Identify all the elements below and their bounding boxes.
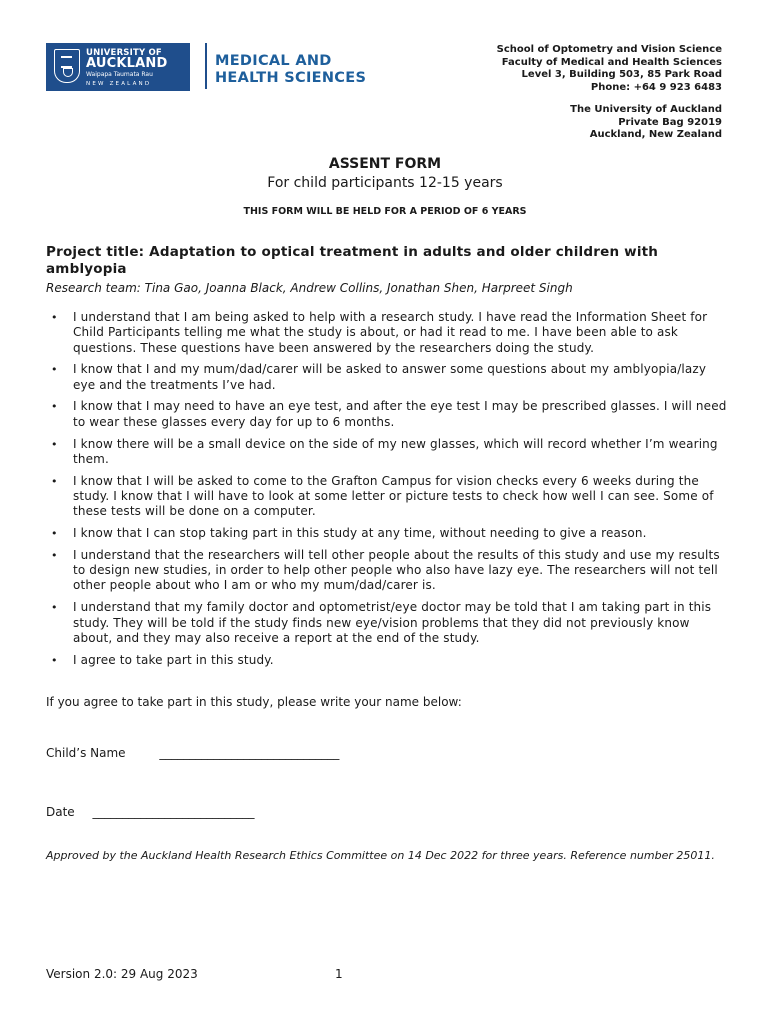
list-item (46, 399, 730, 430)
logo-divider (205, 43, 207, 89)
statement-text: I agree to take part in this study. (73, 652, 274, 667)
project-title: Project title: Adaptation to optical treatment in adults and older children with amblyopia (46, 244, 659, 277)
statement-text: I know that I will be asked to come to the Grafton Campus for vision checks every 6 weeks during the study. I know that I will have to look at some letter or picture tests to check how well I can see. Some of these tests will be done on a computer. (73, 473, 714, 519)
list-item (46, 526, 730, 541)
list-item (46, 600, 730, 646)
postal-line: The University of Auckland (570, 104, 722, 115)
logo-line-2: AUCKLAND (86, 56, 168, 71)
form-title: ASSENT FORM (328, 156, 442, 172)
university-crest-icon (54, 49, 80, 83)
child-name-row (46, 746, 339, 760)
ethics-approval: Approved by the Auckland Health Research Ethics Committee on 14 Dec 2022 for three years. Reference number 25011. (46, 849, 715, 862)
list-item (46, 474, 730, 520)
consent-statements (46, 310, 730, 674)
logo-line-4: NEW ZEALAND (86, 81, 152, 87)
date-field[interactable]: ___________________________ (92, 805, 255, 819)
date-row (46, 805, 255, 819)
bullet-icon: • (51, 527, 58, 541)
contact-address (497, 44, 722, 142)
statement-text: I know that I can stop taking part in this study at any time, without needing to give a reason. (73, 526, 647, 541)
signature-instruction: If you agree to take part in this study, please write your name below: (46, 695, 462, 709)
form-subtitle: For child participants 12-15 years (267, 175, 503, 191)
bullet-icon: • (51, 311, 58, 324)
child-name-field[interactable]: ______________________________ (159, 746, 340, 760)
bullet-icon: • (51, 653, 58, 667)
bullet-icon: • (51, 548, 58, 562)
retention-notice: THIS FORM WILL BE HELD FOR A PERIOD OF 6 YEARS (243, 206, 527, 217)
child-name-label: Child’s Name (46, 746, 126, 760)
research-team: Research team: Tina Gao, Joanna Black, Andrew Collins, Jonathan Shen, Harpreet Singh (46, 281, 573, 295)
postal-line: Private Bag 92019 (618, 116, 722, 128)
version-info: Version 2.0: 29 Aug 2023 (46, 967, 198, 981)
statement-text: I understand that my family doctor and optometrist/eye doctor may be told that I am taking part in this study. They will be told if the study finds new eye/vision problems that they did not previously know about, and they may also receive a report at the end of the study. (73, 600, 712, 645)
faculty-line-2: HEALTH SCIENCES (215, 70, 367, 86)
list-item (46, 310, 730, 356)
bullet-icon: • (51, 474, 58, 488)
statement-text: I know that I and my mum/dad/carer will be asked to answer some questions about my amblyopia/lazy eye and the treatments I’ve had. (73, 362, 707, 392)
address-line: School of Optometry and Vision Science (496, 44, 722, 55)
statement-text: I know there will be a small device on the side of my new glasses, which will record whether I’m wearing them. (73, 436, 718, 466)
postal-line: Auckland, New Zealand (589, 129, 722, 140)
statement-text: I know that I may need to have an eye test, and after the eye test I may be prescribed glasses. I will need to wear these glasses every day for up to 6 months. (73, 399, 727, 429)
bullet-icon: • (51, 363, 58, 377)
bullet-icon: • (51, 601, 58, 615)
logo-line-3: Waipapa Taumata Rau (86, 71, 153, 78)
page-number: 1 (335, 967, 343, 981)
statement-text: I understand that I am being asked to help with a research study. I have read the Information Sheet for Child Participants telling me what the study is about, or had it read to me. I have been able to ask questions. These questions have been answered by the researchers doing the study. (73, 310, 708, 355)
faculty-line-1: MEDICAL AND (215, 53, 332, 69)
university-logo (46, 43, 190, 91)
statement-text: I understand that the researchers will tell other people about the results of this study and use my results to design new studies, in order to help other people who also have lazy eye. The researchers will not tell other people about who I am or who my mum/dad/carer is. (73, 547, 720, 593)
list-item (46, 548, 730, 594)
date-label: Date (46, 805, 75, 819)
address-phone: Phone: +64 9 923 6483 (590, 81, 722, 93)
address-line: Level 3, Building 503, 85 Park Road (521, 69, 722, 80)
logo-line-1: UNIVERSITY OF (86, 48, 162, 58)
bullet-icon: • (51, 400, 58, 414)
bullet-icon: • (51, 437, 58, 451)
faculty-name (215, 53, 366, 87)
list-item (46, 653, 730, 668)
address-line: Faculty of Medical and Health Sciences (501, 56, 722, 68)
list-item (46, 437, 730, 468)
list-item (46, 362, 730, 393)
